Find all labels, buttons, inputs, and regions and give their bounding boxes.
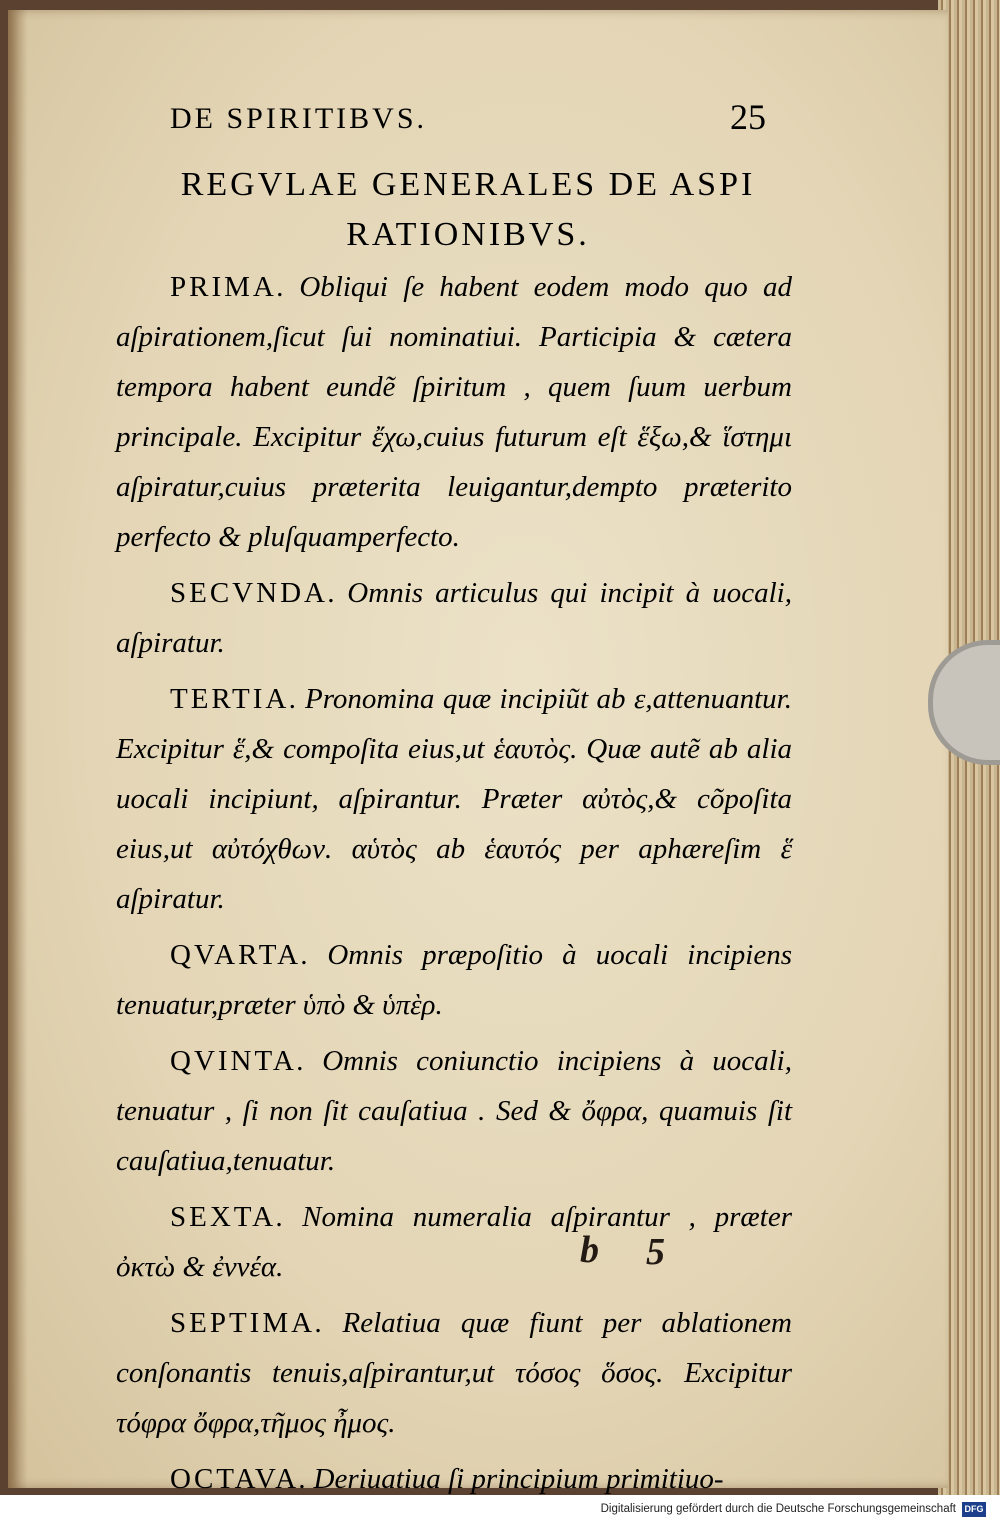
section-title-line-1: REGVLAE GENERALES DE ASPI (180, 166, 756, 203)
rule-text: . Omnis præpoſitio à uocali incipiens tenuatur,præter ὑπὸ & ὑπὲρ. (116, 939, 792, 1021)
rule-text: . Relatiua quæ fiunt per ablationem conſonantis tenuis,aſpirantur,ut τόσος ὅσος. Excipitur τόφρα ὄφρα,τῆμος ἦμος. (116, 1307, 792, 1439)
rule-paragraph (116, 262, 792, 562)
running-header (170, 97, 766, 137)
rule-paragraph (116, 674, 792, 924)
footer-credit: Digitalisierung gefördert durch die Deutsche Forschungsgemeinschaft (600, 1503, 956, 1515)
rule-paragraph (116, 1454, 792, 1495)
rule-label: QVARTA (170, 939, 302, 971)
rule-label: PRIMA (170, 271, 277, 303)
rule-label: SEXTA (170, 1201, 277, 1233)
signature-mark (580, 1228, 665, 1273)
rule-text: . Pronomina quæ incipiũt ab ε,attenuantur. Excipitur ἕ,& compoſita eius,ut ἑαυτὸς. Quæ autẽ ab alia uocali incipiunt, aſpirantur. Præter αὐτὸς,& cõpoſita eius,ut αὐτόχθων. αὑτὸς ab ἑαυτός per aphæreſim ἕ aſpiratur. (116, 683, 792, 915)
rule-paragraph (116, 930, 792, 1030)
section-title-line-2: RATIONIBVS. (346, 216, 590, 253)
rule-label: QVINTA (170, 1045, 297, 1077)
rule-text: . Deriuatiua ſi principium primitiuo- (299, 1463, 724, 1495)
rule-label: SECVNDA (170, 577, 328, 609)
rule-text: . Nomina numeralia aſpirantur , præter ὀκτὼ & ἐννέα. (116, 1201, 792, 1283)
rule-text: . Omnis articulus qui incipit à uocali, aſpiratur. (116, 577, 792, 659)
rule-text: . Obliqui ſe habent eodem modo quo ad aſpirationem,ſicut ſui nominatiui. Participia & cætera tempora habent eundẽ ſpiritum , quem ſuum uerbum principale. Excipitur ἔχω,cuius futurum eſt ἕξω,& ἵστημι aſpiratur,cuius præterita leuigantur,dempto præterito perfecto & pluſquamperfecto. (116, 271, 792, 553)
signature-letter: b (580, 1229, 599, 1271)
rule-paragraph (116, 568, 792, 668)
rule-label: SEPTIMA (170, 1307, 316, 1339)
page-number: 25 (730, 97, 766, 137)
page-gutter-shadow (8, 10, 28, 1488)
rule-paragraph (116, 1298, 792, 1448)
section-title (138, 160, 798, 260)
signature-number: 5 (646, 1231, 665, 1273)
rule-text: . Omnis coniunctio incipiens à uocali, tenuatur , ſi non ſit cauſatiua . Sed & ὄφρα, quamuis ſit cauſatiua,tenuatur. (116, 1045, 792, 1177)
rules-text (116, 262, 792, 1495)
rule-paragraph (116, 1192, 792, 1292)
rule-paragraph (116, 1036, 792, 1186)
dfg-logo: DFG (962, 1502, 986, 1517)
rule-label: TERTIA (170, 683, 290, 715)
rule-label: OCTAVA (170, 1463, 300, 1495)
running-title: DE SPIRITIBVS. (170, 102, 428, 135)
footer-bar (0, 1495, 1000, 1525)
